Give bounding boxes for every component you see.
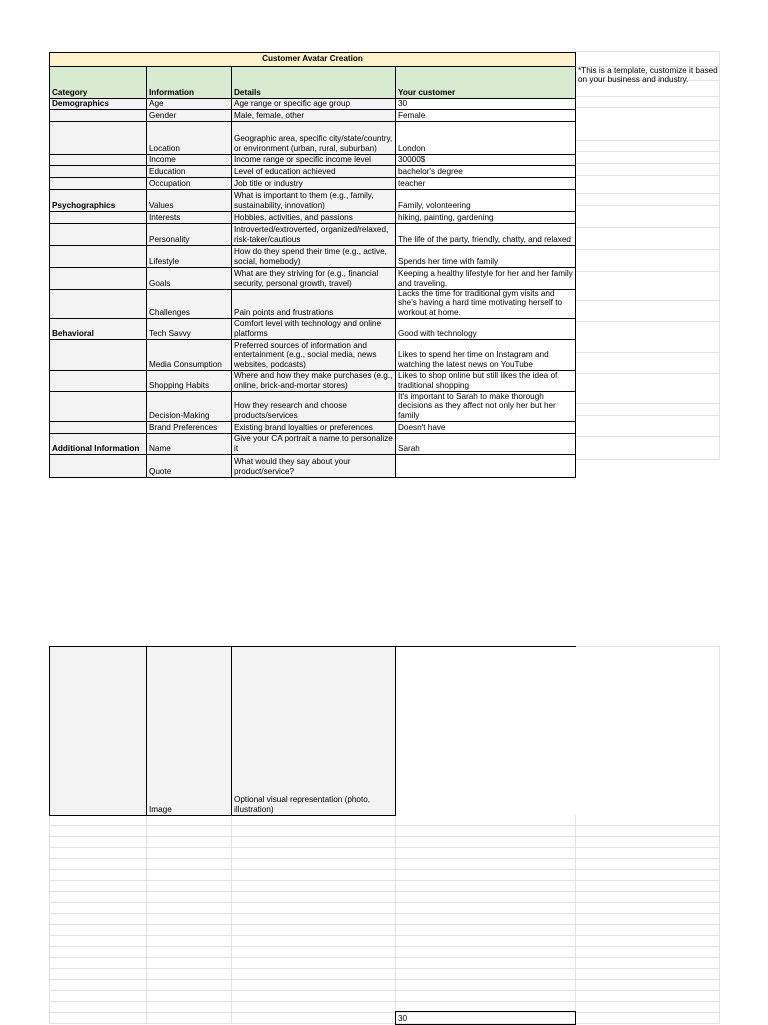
row-12-details[interactable]: Pain points and frustrations <box>231 289 396 319</box>
gridline <box>575 271 719 272</box>
gridline <box>575 459 719 460</box>
row-11-information[interactable]: Goals <box>146 267 232 290</box>
row-9-category[interactable] <box>49 223 147 246</box>
gridline <box>719 51 720 459</box>
gridline <box>49 836 719 837</box>
row-13-customer[interactable]: Good with technology <box>395 318 576 340</box>
row-14-information[interactable]: Media Consumption <box>146 339 232 371</box>
row-1-customer[interactable]: 30 <box>395 98 576 110</box>
image-row-details[interactable]: Optional visual representation (photo, illustration) <box>231 646 396 816</box>
row-15-details[interactable]: Where and how they make purchases (e.g., online, brick-and-mortar stores) <box>231 370 396 392</box>
gridline <box>49 902 719 903</box>
row-5-information[interactable]: Education <box>146 165 232 178</box>
gridline <box>575 193 719 194</box>
gridline <box>49 935 719 936</box>
gridline <box>49 957 719 958</box>
gridline <box>575 175 719 176</box>
header-information: Information <box>146 66 232 99</box>
row-18-details[interactable]: Give your CA portrait a name to personalize it <box>231 433 396 455</box>
row-1-details[interactable]: Age range or specific age group <box>231 98 396 110</box>
row-13-details[interactable]: Comfort level with technology and online platforms <box>231 318 396 340</box>
row-18-category[interactable]: Additional Information <box>49 433 147 455</box>
gridline <box>49 968 719 969</box>
gridline <box>719 646 720 816</box>
gridline <box>49 946 719 947</box>
gridline <box>575 140 719 141</box>
row-17-customer[interactable]: Doesn't have <box>395 421 576 434</box>
row-6-customer[interactable]: teacher <box>395 177 576 190</box>
row-15-category[interactable] <box>49 370 147 392</box>
row-14-details[interactable]: Preferred sources of information and entertainment (e.g., social media, news websites, podcasts) <box>231 339 396 371</box>
row-16-details[interactable]: How they research and choose products/services <box>231 391 396 422</box>
row-16-category[interactable] <box>49 391 147 422</box>
gridline <box>395 815 396 1024</box>
header-customer: Your customer <box>395 66 576 99</box>
row-4-details[interactable]: Income range or specific income level <box>231 154 396 166</box>
row-19-category[interactable] <box>49 454 147 478</box>
row-8-information[interactable]: Interests <box>146 211 232 224</box>
gridline <box>49 1012 719 1013</box>
row-14-customer[interactable]: Likes to spend her time on Instagram and watching the latest news on YouTube <box>395 339 576 371</box>
row-16-information[interactable]: Decision-Making <box>146 391 232 422</box>
row-5-customer[interactable]: bachelor's degree <box>395 165 576 178</box>
row-19-details[interactable]: What would they say about your product/service? <box>231 454 396 478</box>
row-5-details[interactable]: Level of education achieved <box>231 165 396 178</box>
row-13-information[interactable]: Tech Savvy <box>146 318 232 340</box>
row-10-category[interactable] <box>49 245 147 268</box>
row-9-information[interactable]: Personality <box>146 223 232 246</box>
gridline <box>719 815 720 1024</box>
row-6-information[interactable]: Occupation <box>146 177 232 190</box>
gridline <box>575 227 719 228</box>
row-2-information[interactable]: Gender <box>146 109 232 122</box>
image-row-category[interactable] <box>49 646 147 816</box>
row-19-information[interactable]: Quote <box>146 454 232 478</box>
row-11-details[interactable]: What are they striving for (e.g., financial security, personal growth, travel) <box>231 267 396 290</box>
gridline <box>49 825 719 826</box>
gridline <box>575 436 719 437</box>
row-6-details[interactable]: Job title or industry <box>231 177 396 190</box>
row-12-category[interactable] <box>49 289 147 319</box>
row-8-customer[interactable]: hiking, painting, gardening <box>395 211 576 224</box>
gridline <box>49 869 719 870</box>
row-1-information[interactable]: Age <box>146 98 232 110</box>
gridline <box>575 415 719 416</box>
gridline <box>575 107 719 108</box>
bottom-value-cell[interactable]: 30 <box>395 1011 576 1025</box>
gridline <box>49 979 719 980</box>
gridline <box>575 815 576 1024</box>
row-3-information[interactable]: Location <box>146 121 232 155</box>
gridline <box>49 924 719 925</box>
row-4-information[interactable]: Income <box>146 154 232 166</box>
row-11-category[interactable] <box>49 267 147 290</box>
gridline <box>49 913 719 914</box>
gridline <box>146 815 147 1024</box>
row-12-customer[interactable]: Lacks the time for traditional gym visits and she's having a hard time motivating herself to workout at home. <box>395 289 576 319</box>
row-15-information[interactable]: Shopping Habits <box>146 370 232 392</box>
row-18-information[interactable]: Name <box>146 433 232 455</box>
row-7-category[interactable]: Psychographics <box>49 189 147 212</box>
gridline <box>575 321 719 322</box>
gridline <box>575 151 719 152</box>
row-10-customer[interactable]: Spends her time with family <box>395 245 576 268</box>
sheet-title: Customer Avatar Creation <box>49 52 576 67</box>
row-17-details[interactable]: Existing brand loyalties or preferences <box>231 421 396 434</box>
gridline <box>231 815 232 1024</box>
gridline <box>49 891 719 892</box>
gridline <box>575 352 719 353</box>
template-note: *This is a template, customize it based on your business and industry. <box>578 66 718 85</box>
gridline <box>49 990 719 991</box>
row-12-information[interactable]: Challenges <box>146 289 232 319</box>
gridline <box>575 51 719 52</box>
row-2-customer[interactable]: Female <box>395 109 576 122</box>
gridline <box>575 373 719 374</box>
row-9-customer[interactable]: The life of the party, friendly, chatty, and relaxed <box>395 223 576 246</box>
image-row-customer[interactable] <box>395 646 576 816</box>
gridline <box>49 847 719 848</box>
row-3-customer[interactable]: London <box>395 121 576 155</box>
row-7-details[interactable]: What is important to them (e.g., family, sustainability, innovation) <box>231 189 396 212</box>
row-19-customer[interactable] <box>395 454 576 478</box>
row-3-details[interactable]: Geographic area, specific city/state/country, or environment (urban, rural, suburban) <box>231 121 396 155</box>
row-1-category[interactable]: Demographics <box>49 98 147 110</box>
row-14-category[interactable] <box>49 339 147 371</box>
row-4-customer[interactable]: 30000$ <box>395 154 576 166</box>
row-16-customer[interactable]: It's important to Sarah to make thorough decisions as they affect not only her but her family <box>395 391 576 422</box>
row-15-customer[interactable]: Likes to shop online but still likes the idea of traditional shopping <box>395 370 576 392</box>
row-7-customer[interactable]: Family, volonteering <box>395 189 576 212</box>
gridline <box>49 858 719 859</box>
row-17-information[interactable]: Brand Preferences <box>146 421 232 434</box>
header-details: Details <box>231 66 396 99</box>
gridline <box>575 403 719 404</box>
gridline <box>575 646 719 647</box>
row-7-information[interactable]: Values <box>146 189 232 212</box>
gridline <box>575 249 719 250</box>
row-10-information[interactable]: Lifestyle <box>146 245 232 268</box>
row-8-details[interactable]: Hobbies, activities, and passions <box>231 211 396 224</box>
gridline <box>575 300 719 301</box>
row-11-customer[interactable]: Keeping a healthy lifestyle for her and her family and traveling. <box>395 267 576 290</box>
row-18-customer[interactable]: Sarah <box>395 433 576 455</box>
gridline <box>575 205 719 206</box>
row-9-details[interactable]: Introverted/extroverted, organized/relaxed, risk-taker/cautious <box>231 223 396 246</box>
row-3-category[interactable] <box>49 121 147 155</box>
gridline <box>49 1001 719 1002</box>
gridline <box>575 163 719 164</box>
row-2-details[interactable]: Male, female, other <box>231 109 396 122</box>
gridline <box>49 815 50 1024</box>
row-10-details[interactable]: How do they spend their time (e.g., active, social, homebody) <box>231 245 396 268</box>
gridline <box>49 880 719 881</box>
image-row-information[interactable]: Image <box>146 646 232 816</box>
header-category: Category <box>49 66 147 99</box>
row-13-category[interactable]: Behavioral <box>49 318 147 340</box>
